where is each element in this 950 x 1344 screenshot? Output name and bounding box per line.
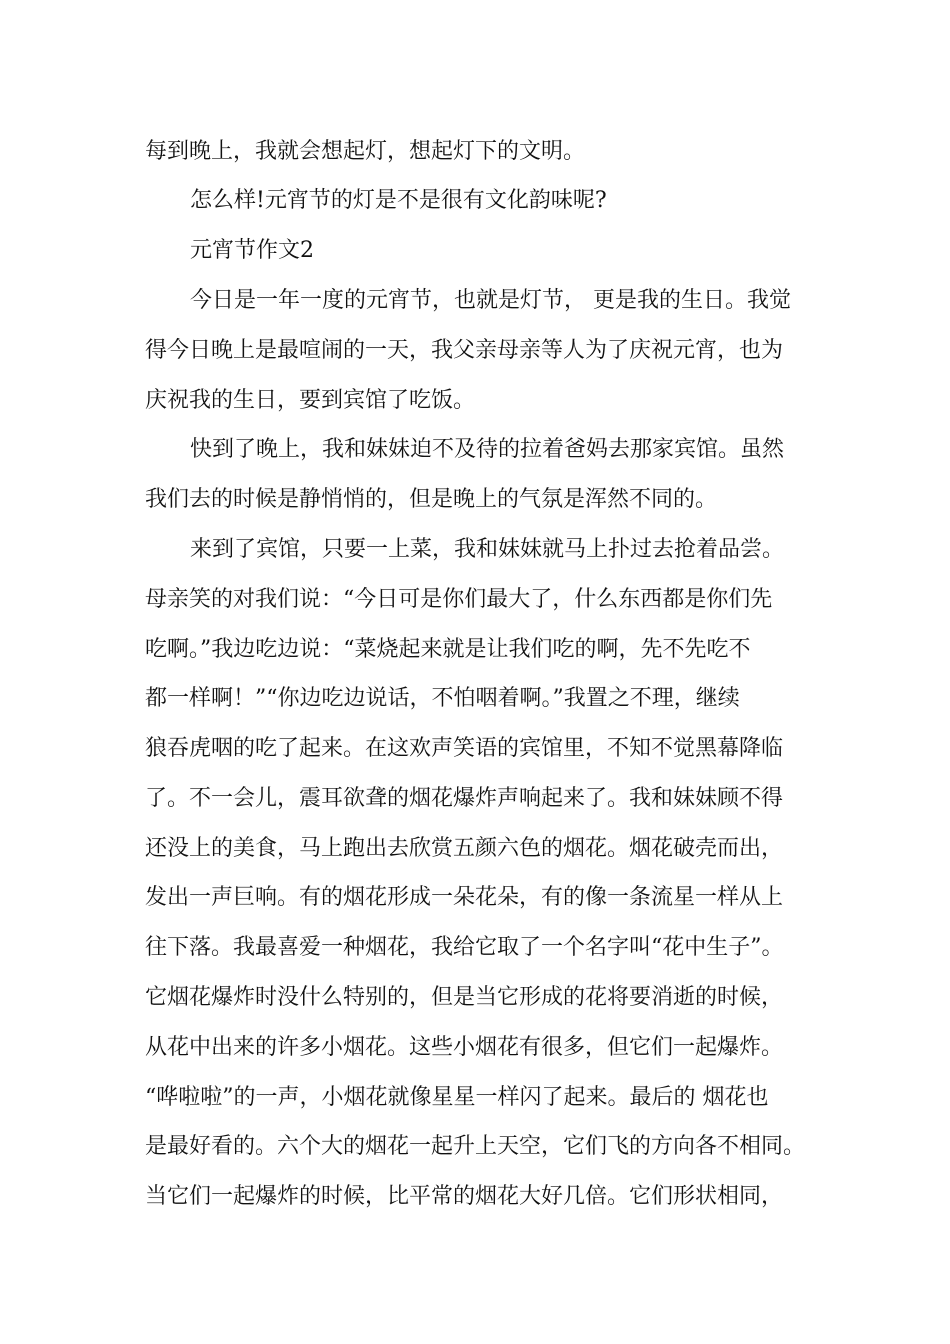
text-line: 庆祝我的生日，要到宾馆了吃饭。: [145, 388, 476, 413]
text-line: 是最好看的。六个大的烟花一起升上天空，它们飞的方向各不相同。: [145, 1134, 806, 1159]
text-line: 了。不一会儿，震耳欲聋的烟花爆炸声响起来了。我和妹妹顾不得: [145, 786, 784, 811]
text-line: 来到了宾馆，只要一上菜，我和妹妹就马上扑过去抢着品尝。: [190, 537, 785, 562]
text-line: 吃啊。”我边吃边说：“菜烧起来就是让我们吃的啊，先不先吃不: [145, 637, 751, 662]
text-line: 发出一声巨响。有的烟花形成一朵花朵，有的像一条流星一样从上: [145, 885, 784, 910]
text-line: 每到晚上，我就会想起灯，想起灯下的文明。: [145, 139, 586, 164]
text-line: 当它们一起爆炸的时候，比平常的烟花大好几倍。它们形状相同，: [145, 1184, 784, 1209]
text-line: 还没上的美食，马上跑出去欣赏五颜六色的烟花。烟花破壳而出，: [145, 836, 784, 861]
text-line: 怎么样!元宵节的灯是不是很有文化韵味呢?: [190, 188, 607, 213]
text-line: 从花中出来的许多小烟花。这些小烟花有很多，但它们一起爆炸。: [145, 1035, 784, 1060]
text-line: 母亲笑的对我们说：“今日可是你们最大了，什么东西都是你们先: [145, 587, 773, 612]
text-line: 快到了晚上，我和妹妹迫不及待的拉着爸妈去那家宾馆。虽然: [190, 437, 785, 462]
text-line: 得今日晚上是最喧闹的一天，我父亲母亲等人为了庆祝元宵，也为: [145, 338, 784, 363]
text-line: 都一样啊！”“你边吃边说话，不怕咽着啊。”我置之不理，继续: [145, 686, 740, 711]
text-line: 它烟花爆炸时没什么特别的，但是当它形成的花将要消逝的时候，: [145, 985, 784, 1010]
text-line: 我们去的时候是静悄悄的，但是晚上的气氛是浑然不同的。: [145, 487, 718, 512]
text-line: 今日是一年一度的元宵节，也就是灯节， 更是我的生日。我觉: [190, 288, 791, 313]
text-line: 往下落。我最喜爱一种烟花，我给它取了一个名字叫“花中生子”。: [145, 935, 784, 960]
text-line: “哗啦啦”的一声，小烟花就像星星一样闪了起来。最后的 烟花也: [145, 1085, 769, 1110]
section-heading: 元宵节作文2: [190, 238, 314, 263]
text-line: 狼吞虎咽的吃了起来。在这欢声笑语的宾馆里，不知不觉黑幕降临: [145, 736, 784, 761]
